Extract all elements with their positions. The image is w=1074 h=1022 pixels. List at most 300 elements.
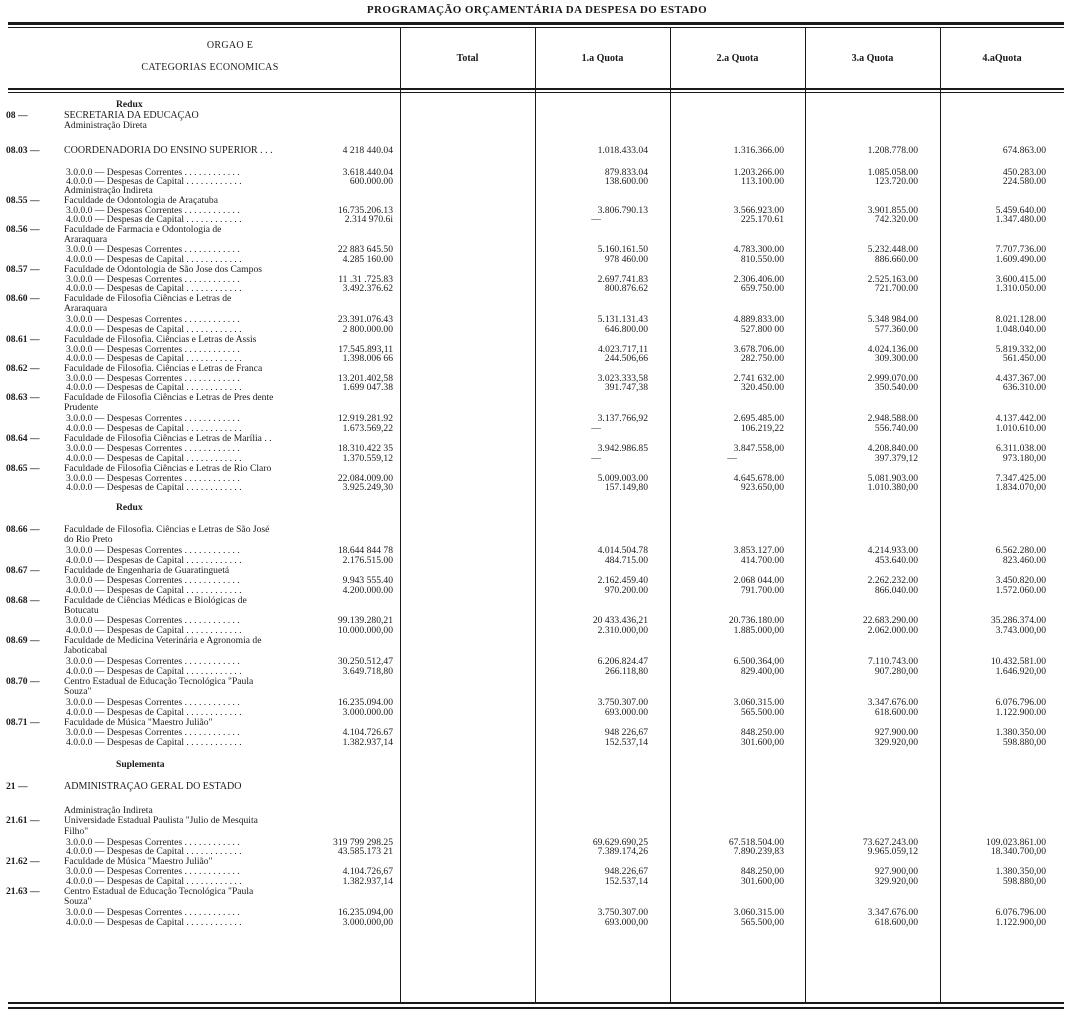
cell-quota-4: 1.646.920,00 — [995, 666, 1046, 677]
table-row — [0, 782, 1074, 792]
cell-quota-1: 3.137.766,92 — [597, 413, 648, 424]
cell-quota-3: 742.320.00 — [874, 214, 918, 225]
cell-quota-1: 2.162.459.40 — [597, 575, 648, 586]
row-label: Faculdade de Filosofia Ciências e Letras de Rio Claro — [64, 464, 272, 474]
cell-quota-3: 2.999.070.00 — [867, 373, 918, 384]
cell-quota-4: 8.021.128.00 — [995, 314, 1046, 325]
row-code: 08.64 — — [6, 433, 40, 444]
cell-quota-2: 3.060.315.00 — [733, 907, 784, 918]
cell-quota-1: 6.206.824.47 — [597, 656, 648, 667]
cell-total: 4 218 440.04 — [342, 145, 393, 156]
cell-quota-4: 1.122.900.00 — [995, 707, 1046, 718]
cell-total: 3.000.000,00 — [342, 917, 393, 928]
row-label: 4.0.0.0 — Despesas de Capital . . . . . . . . . . . . — [66, 255, 242, 265]
row-label: 4.0.0.0 — Despesas de Capital . . . . . . . . . . . . — [66, 177, 242, 187]
row-code: 08.65 — — [6, 463, 40, 474]
cell-quota-4: 10.432.581.00 — [990, 656, 1046, 667]
table-row — [0, 393, 1074, 403]
cell-quota-2: 20.736.180.00 — [728, 615, 784, 626]
row-label: Faculdade de Medicina Veterinária e Agronomia de — [64, 636, 262, 646]
budget-table-body — [0, 100, 1074, 1000]
row-label: 3.0.0.0 — Despesas Correntes . . . . . . . . . . . . — [66, 838, 240, 848]
row-label: 3.0.0.0 — Despesas Correntes . . . . . . . . . . . . — [66, 867, 240, 877]
cell-quota-4: 561.450.00 — [1002, 353, 1046, 364]
cell-quota-2: 527.800 00 — [740, 324, 784, 335]
cell-quota-1: 4.014.504.78 — [597, 545, 648, 556]
row-label: 4.0.0.0 — Despesas de Capital . . . . . . . . . . . . — [66, 708, 242, 718]
table-row — [0, 586, 1074, 596]
cell-quota-1: 244.506,66 — [604, 353, 648, 364]
header-quota-3: 3.a Quota — [851, 53, 894, 64]
table-row — [0, 403, 1074, 413]
cell-total: 1.370.559,12 — [342, 453, 393, 464]
cell-quota-2: 565.500,00 — [740, 917, 784, 928]
cell-total: 2 800.000.00 — [342, 324, 393, 335]
row-label: 3.0.0.0 — Despesas Correntes . . . . . . . . . . . . — [66, 414, 240, 424]
cell-total: 1.673.569,22 — [342, 423, 393, 434]
row-label: 4.0.0.0 — Despesas de Capital . . . . . . . . . . . . — [66, 284, 242, 294]
cell-quota-3: 73.627.243.00 — [862, 837, 918, 848]
cell-quota-2: 4.889.833.00 — [733, 314, 784, 325]
table-row — [0, 636, 1074, 646]
table-row — [0, 918, 1074, 928]
row-label: Faculdade de Odontologia de São Jose dos Campos — [64, 265, 262, 275]
cell-quota-4: 3.450.820.00 — [995, 575, 1046, 586]
cell-quota-4: 4.137.442.00 — [995, 413, 1046, 424]
cell-quota-3: 7.110.743.00 — [867, 656, 918, 667]
cell-quota-4: 598.880,00 — [1002, 737, 1046, 748]
header-bottom-rule-thin — [8, 92, 1064, 93]
row-label: 4.0.0.0 — Despesas de Capital . . . . . . . . . . . . — [66, 877, 242, 887]
cell-quota-2: 3.060.315.00 — [733, 697, 784, 708]
row-label: Faculdade de Filosofia. Ciências e Letras de Franca — [64, 364, 263, 374]
cell-quota-1: 4.023.717,11 — [597, 344, 648, 355]
cell-quota-1: 5.009.003.00 — [597, 473, 648, 484]
table-row — [0, 503, 1074, 513]
row-label: Botucatu — [64, 606, 99, 616]
row-code: 08.69 — — [6, 635, 40, 646]
row-label: 4.0.0.0 — Despesas de Capital . . . . . . . . . . . . — [66, 483, 242, 493]
cell-quota-3: 5.348 984.00 — [867, 314, 918, 325]
row-code: 21.62 — — [6, 856, 40, 867]
row-label: Administração Indireta — [64, 806, 153, 816]
cell-quota-1: 2.310.000,00 — [597, 625, 648, 636]
cell-quota-1: 800.876.62 — [604, 283, 648, 294]
row-label: 4.0.0.0 — Despesas de Capital . . . . . . . . . . . . — [66, 667, 242, 677]
cell-quota-1: 970.200.00 — [604, 585, 648, 596]
cell-quota-3: 5.081.903.00 — [867, 473, 918, 484]
row-label: 3.0.0.0 — Despesas Correntes . . . . . . . . . . . . — [66, 546, 240, 556]
cell-quota-2: 1.316.366.00 — [733, 145, 784, 156]
table-row — [0, 760, 1074, 770]
table-row — [0, 111, 1074, 121]
cell-quota-4: 1.310.050.00 — [995, 283, 1046, 294]
cell-quota-2: 3.847.558,00 — [733, 443, 784, 454]
row-label: Faculdade de Música "Maestro Julião" — [64, 857, 213, 867]
row-label: Faculdade de Filosofia. Ciências e Letras de São José — [64, 525, 270, 535]
cell-quota-1: — — [591, 453, 601, 464]
cell-quota-4: 6.311.038.00 — [995, 443, 1046, 454]
cell-quota-4: 5.819.332,00 — [995, 344, 1046, 355]
cell-quota-2: 3.566.923.00 — [733, 205, 784, 216]
row-code: 08.62 — — [6, 363, 40, 374]
row-label: 3.0.0.0 — Despesas Correntes . . . . . . . . . . . . — [66, 908, 240, 918]
cell-quota-3: 22.683.290.00 — [862, 615, 918, 626]
row-label: Faculdade de Filosofia. Ciências e Letras de Assis — [64, 335, 257, 345]
cell-quota-2: 113.100.00 — [741, 176, 784, 187]
cell-total: 9.943 555.40 — [342, 575, 393, 586]
row-label: Souza" — [64, 897, 92, 907]
cell-quota-3: 397.379,12 — [874, 453, 918, 464]
cell-quota-3: 9.965.059,12 — [867, 846, 918, 857]
table-row — [0, 827, 1074, 837]
cell-quota-3: 5.232.448.00 — [867, 244, 918, 255]
table-row — [0, 877, 1074, 887]
cell-quota-3: 1.010.380,00 — [867, 482, 918, 493]
cell-quota-3: 1.208.778.00 — [867, 145, 918, 156]
row-label: 3.0.0.0 — Despesas Correntes . . . . . . . . . . . . — [66, 206, 240, 216]
cell-quota-4: 6.076.796.00 — [995, 697, 1046, 708]
cell-quota-3: 927.900,00 — [874, 866, 918, 877]
row-code: 21.63 — — [6, 886, 40, 897]
row-label: 3.0.0.0 — Despesas Correntes . . . . . . . . . . . . — [66, 315, 240, 325]
cell-total: 16.735.206.13 — [337, 205, 393, 216]
cell-quota-2: 3.678.706.00 — [733, 344, 784, 355]
cell-quota-4: 35.286.374.00 — [990, 615, 1046, 626]
row-label: COORDENADORIA DO ENSINO SUPERIOR . . . — [64, 146, 273, 156]
row-label: 4.0.0.0 — Despesas de Capital . . . . . . . . . . . . — [66, 626, 242, 636]
cell-quota-1: 152.537,14 — [604, 876, 648, 887]
table-row — [0, 294, 1074, 304]
cell-quota-3: 3.901.855.00 — [867, 205, 918, 216]
cell-quota-4: 450.283.00 — [1002, 167, 1046, 178]
cell-quota-3: 2.062.000.00 — [867, 625, 918, 636]
table-row — [0, 525, 1074, 535]
cell-quota-3: 927.900.00 — [874, 727, 918, 738]
row-label: 3.0.0.0 — Despesas Correntes . . . . . . . . . . . . — [66, 474, 240, 484]
table-row — [0, 847, 1074, 857]
table-row — [0, 383, 1074, 393]
cell-quota-4: 1.010.610.00 — [995, 423, 1046, 434]
cell-quota-3: 3.347.676.00 — [867, 907, 918, 918]
row-code: 08.55 — — [6, 195, 40, 206]
cell-quota-3: 329.920,00 — [874, 737, 918, 748]
cell-quota-4: 1.834.070,00 — [995, 482, 1046, 493]
cell-quota-3: 2.948.588.00 — [867, 413, 918, 424]
cell-quota-2: 2.695.485.00 — [733, 413, 784, 424]
cell-quota-2: 829.400,00 — [740, 666, 784, 677]
cell-total: 4.200.000.00 — [342, 585, 393, 596]
cell-quota-2: 1.203.266.00 — [733, 167, 784, 178]
row-label: Prudente — [64, 403, 99, 413]
row-code: 08.03 — — [6, 145, 40, 156]
row-label: 3.0.0.0 — Despesas Correntes . . . . . . . . . . . . — [66, 345, 240, 355]
top-rule-thin — [8, 27, 1064, 28]
row-label: Filho" — [64, 827, 89, 837]
row-label: 3.0.0.0 — Despesas Correntes . . . . . . . . . . . . — [66, 728, 240, 738]
cell-total: 99.139.280,21 — [337, 615, 393, 626]
cell-quota-3: 4.024.136.00 — [867, 344, 918, 355]
cell-quota-1: 2.697.741.83 — [597, 274, 648, 285]
cell-quota-3: 556.740.00 — [874, 423, 918, 434]
cell-quota-4: 1.048.040.00 — [995, 324, 1046, 335]
row-label: 4.0.0.0 — Despesas de Capital . . . . . . . . . . . . — [66, 215, 242, 225]
table-row — [0, 556, 1074, 566]
cell-quota-2: 7.890.239,83 — [733, 846, 784, 857]
header-organ-line2: CATEGORIAS ECONOMICAS — [141, 62, 279, 73]
row-label: Faculdade de Filosofia Ciências e Letras de Pres dente — [64, 393, 274, 403]
cell-quota-2: 565.500.00 — [740, 707, 784, 718]
row-label: 4.0.0.0 — Despesas de Capital . . . . . . . . . . . . — [66, 556, 242, 566]
cell-total: 319 799 298.25 — [333, 837, 393, 848]
table-row — [0, 806, 1074, 816]
cell-quota-3: 329.920,00 — [874, 876, 918, 887]
row-label: Araraquara — [64, 304, 108, 314]
cell-quota-1: 693.000.00 — [604, 707, 648, 718]
cell-quota-2: 3.853.127.00 — [733, 545, 784, 556]
row-label: 3.0.0.0 — Despesas Correntes . . . . . . . . . . . . — [66, 657, 240, 667]
cell-quota-4: 3.743.000,00 — [995, 625, 1046, 636]
row-label: Faculdade de Música "Maestro Julião" — [64, 718, 213, 728]
cell-quota-2: 301.600,00 — [740, 876, 784, 887]
cell-quota-1: 1.018.433.04 — [597, 145, 648, 156]
cell-quota-1: 266.118,80 — [605, 666, 648, 677]
row-code: 08.57 — — [6, 264, 40, 275]
cell-total: 4.104.726.67 — [342, 727, 393, 738]
row-code: 08.70 — — [6, 676, 40, 687]
cell-total: 4.104.726,67 — [342, 866, 393, 877]
cell-quota-2: 2.741 632.00 — [733, 373, 784, 384]
table-row — [0, 483, 1074, 493]
row-label: 3.0.0.0 — Despesas Correntes . . . . . . . . . . . . — [66, 576, 240, 586]
table-row — [0, 535, 1074, 545]
cell-quota-4: 7.347.425.00 — [995, 473, 1046, 484]
row-code: 21 — — [6, 781, 28, 792]
row-label: Centro Estadual de Educação Tecnológica "Paula — [64, 677, 254, 687]
table-row — [0, 626, 1074, 636]
cell-quota-2: 791.700.00 — [740, 585, 784, 596]
cell-quota-1: 152.537,14 — [604, 737, 648, 748]
cell-quota-2: 848.250,00 — [740, 866, 784, 877]
cell-quota-4: 3.600.415.00 — [995, 274, 1046, 285]
row-label: Jaboticabal — [64, 646, 108, 656]
row-label: Administração Indireta — [64, 186, 153, 196]
row-label: Redux — [116, 100, 143, 110]
cell-quota-2: 106.219,22 — [740, 423, 784, 434]
cell-total: 16.235.094,00 — [337, 907, 393, 918]
cell-total: 17.545.893,11 — [338, 344, 393, 355]
row-code: 08.68 — — [6, 595, 40, 606]
cell-quota-1: 5.160.161.50 — [597, 244, 648, 255]
row-label: do Rio Preto — [64, 535, 113, 545]
cell-quota-3: 2.525.163.00 — [867, 274, 918, 285]
table-row — [0, 708, 1074, 718]
cell-quota-1: 3.023.333,58 — [597, 373, 648, 384]
cell-quota-1: 3.750.307.00 — [597, 697, 648, 708]
cell-quota-4: 1.380.350,00 — [995, 866, 1046, 877]
cell-quota-3: 123.720.00 — [874, 176, 918, 187]
cell-quota-3: 350.540.00 — [874, 382, 918, 393]
row-code: 08.66 — — [6, 524, 40, 535]
cell-quota-4: 973.180,00 — [1002, 453, 1046, 464]
cell-quota-2: 4.783.300.00 — [733, 244, 784, 255]
cell-quota-2: 301.600,00 — [740, 737, 784, 748]
row-code: 08.63 — — [6, 392, 40, 403]
table-row — [0, 225, 1074, 235]
table-row — [0, 816, 1074, 826]
cell-quota-1: 391.747,38 — [604, 382, 648, 393]
row-label: 3.0.0.0 — Despesas Correntes . . . . . . . . . . . . — [66, 168, 240, 178]
table-row — [0, 738, 1074, 748]
top-rule — [8, 22, 1064, 25]
table-row — [0, 255, 1074, 265]
page-title: PROGRAMAÇÃO ORÇAMENTÁRIA DA DESPESA DO ESTADO — [366, 4, 708, 16]
row-label: Redux — [116, 503, 143, 513]
table-row — [0, 454, 1074, 464]
cell-quota-1: 7.389.174,26 — [597, 846, 648, 857]
cell-quota-3: 453.640.00 — [874, 555, 918, 566]
row-label: 4.0.0.0 — Despesas de Capital . . . . . . . . . . . . — [66, 847, 242, 857]
cell-total: 11 .31 .725.83 — [338, 274, 393, 285]
cell-quota-4: 636.310.00 — [1002, 382, 1046, 393]
cell-quota-1: 157.149,80 — [604, 482, 648, 493]
cell-total: 23.391.076.43 — [337, 314, 393, 325]
row-label: 4.0.0.0 — Despesas de Capital . . . . . . . . . . . . — [66, 586, 242, 596]
cell-quota-1: — — [591, 423, 601, 434]
row-code: 21.61 — — [6, 815, 40, 826]
cell-quota-3: 309.300.00 — [874, 353, 918, 364]
row-label: 4.0.0.0 — Despesas de Capital . . . . . . . . . . . . — [66, 424, 242, 434]
cell-quota-1: 69.629.690,25 — [592, 837, 648, 848]
row-label: Faculdade de Odontologia de Araçatuba — [64, 196, 218, 206]
table-row — [0, 325, 1074, 335]
cell-quota-1: 693.000,00 — [604, 917, 648, 928]
cell-quota-2: 923.650,00 — [740, 482, 784, 493]
cell-quota-1: 20 433.436,21 — [592, 615, 648, 626]
cell-total: 16.235.094.00 — [337, 697, 393, 708]
row-label: Administração Direta — [64, 121, 147, 131]
cell-total: 3.618.440.04 — [342, 167, 393, 178]
row-label: 3.0.0.0 — Despesas Correntes . . . . . . . . . . . . — [66, 698, 240, 708]
cell-quota-3: 866.040.00 — [874, 585, 918, 596]
cell-quota-2: 2.068 044.00 — [733, 575, 784, 586]
cell-quota-3: 2.262.232.00 — [867, 575, 918, 586]
cell-total: 22.084.009.00 — [337, 473, 393, 484]
table-row — [0, 687, 1074, 697]
cell-quota-3: 618.600.00 — [874, 707, 918, 718]
row-code: 08 — — [6, 110, 28, 121]
cell-quota-4: 1.122.900,00 — [995, 917, 1046, 928]
cell-quota-1: 879.833.04 — [604, 167, 648, 178]
cell-quota-4: 1.609.490.00 — [995, 254, 1046, 265]
table-row — [0, 424, 1074, 434]
cell-quota-3: 577.360.00 — [874, 324, 918, 335]
row-label: 3.0.0.0 — Despesas Correntes . . . . . . . . . . . . — [66, 374, 240, 384]
table-row — [0, 215, 1074, 225]
row-label: 4.0.0.0 — Despesas de Capital . . . . . . . . . . . . — [66, 918, 242, 928]
table-row — [0, 186, 1074, 196]
row-label: Suplementa — [116, 760, 165, 770]
cell-quota-3: 721.700.00 — [874, 283, 918, 294]
cell-total: 1.382.937,14 — [342, 737, 393, 748]
cell-quota-1: 3.750.307.00 — [597, 907, 648, 918]
cell-total: 3.000.000.00 — [342, 707, 393, 718]
cell-quota-2: — — [727, 453, 737, 464]
cell-quota-2: 1.885.000,00 — [733, 625, 784, 636]
row-label: 3.0.0.0 — Despesas Correntes . . . . . . . . . . . . — [66, 616, 240, 626]
row-label: 4.0.0.0 — Despesas de Capital . . . . . . . . . . . . — [66, 454, 242, 464]
cell-quota-1: 5.131.131.43 — [597, 314, 648, 325]
cell-quota-4: 1.572.060.00 — [995, 585, 1046, 596]
cell-quota-4: 674.863.00 — [1002, 145, 1046, 156]
cell-total: 3.649.718,80 — [342, 666, 393, 677]
cell-total: 18.310.422 35 — [337, 443, 393, 454]
row-code: 08.60 — — [6, 293, 40, 304]
cell-quota-2: 848.250.00 — [740, 727, 784, 738]
cell-total: 3.925.249,30 — [342, 482, 393, 493]
cell-quota-4: 6.076.796.00 — [995, 907, 1046, 918]
header-quota-4: 4.aQuota — [982, 53, 1022, 64]
cell-quota-4: 224.580.00 — [1002, 176, 1046, 187]
table-row — [0, 887, 1074, 897]
cell-total: 10.000.000,00 — [337, 625, 393, 636]
row-label: 4.0.0.0 — Despesas de Capital . . . . . . . . . . . . — [66, 738, 242, 748]
cell-quota-4: 598.880,00 — [1002, 876, 1046, 887]
cell-quota-3: 1.085.058.00 — [867, 167, 918, 178]
cell-total: 2.314 970.6i — [344, 214, 393, 225]
cell-quota-1: 978 460.00 — [604, 254, 648, 265]
cell-quota-2: 320.450.00 — [740, 382, 784, 393]
cell-total: 1.699 047.38 — [342, 382, 393, 393]
cell-quota-3: 4.214.933.00 — [867, 545, 918, 556]
table-row — [0, 284, 1074, 294]
table-row — [0, 596, 1074, 606]
table-row — [0, 646, 1074, 656]
row-label: 3.0.0.0 — Despesas Correntes . . . . . . . . . . . . — [66, 275, 240, 285]
cell-total: 1.398.006 66 — [342, 353, 393, 364]
row-code: 08.67 — — [6, 565, 40, 576]
cell-total: 18.644 844 78 — [337, 545, 393, 556]
cell-quota-2: 2.306.406.00 — [733, 274, 784, 285]
cell-quota-1: 3.806.790.13 — [597, 205, 648, 216]
cell-quota-2: 6.500.364,00 — [733, 656, 784, 667]
header-total: Total — [456, 53, 479, 64]
bottom-rule-thin — [8, 1007, 1064, 1009]
row-label: SECRETARIA DA EDUCAÇÃO — [64, 111, 199, 121]
cell-quota-3: 4.208.840.00 — [867, 443, 918, 454]
cell-quota-2: 659.750.00 — [740, 283, 784, 294]
cell-quota-3: 3.347.676.00 — [867, 697, 918, 708]
cell-total: 1.382.937,14 — [342, 876, 393, 887]
row-code: 08.56 — — [6, 224, 40, 235]
cell-quota-4: 7.707.736.00 — [995, 244, 1046, 255]
cell-quota-1: 948 226,67 — [604, 727, 648, 738]
cell-quota-1: 484.715.00 — [604, 555, 648, 566]
row-label: Faculdade de Ciências Médicas e Biológicas de — [64, 596, 247, 606]
cell-quota-2: 282.750.00 — [740, 353, 784, 364]
row-label: 4.0.0.0 — Despesas de Capital . . . . . . . . . . . . — [66, 325, 242, 335]
cell-quota-2: 4.645.678.00 — [733, 473, 784, 484]
cell-total: 22 883 645.50 — [337, 244, 393, 255]
bottom-rule — [8, 1002, 1064, 1004]
cell-quota-4: 823.460.00 — [1002, 555, 1046, 566]
cell-quota-4: 4.437.367.00 — [995, 373, 1046, 384]
cell-quota-3: 618.600,00 — [874, 917, 918, 928]
cell-quota-1: 3.942.986.85 — [597, 443, 648, 454]
cell-quota-2: 414.700.00 — [740, 555, 784, 566]
cell-quota-2: 225.170.61 — [740, 214, 784, 225]
row-label: Universidade Estadual Paulista "Julio de Mesquita — [64, 816, 258, 826]
